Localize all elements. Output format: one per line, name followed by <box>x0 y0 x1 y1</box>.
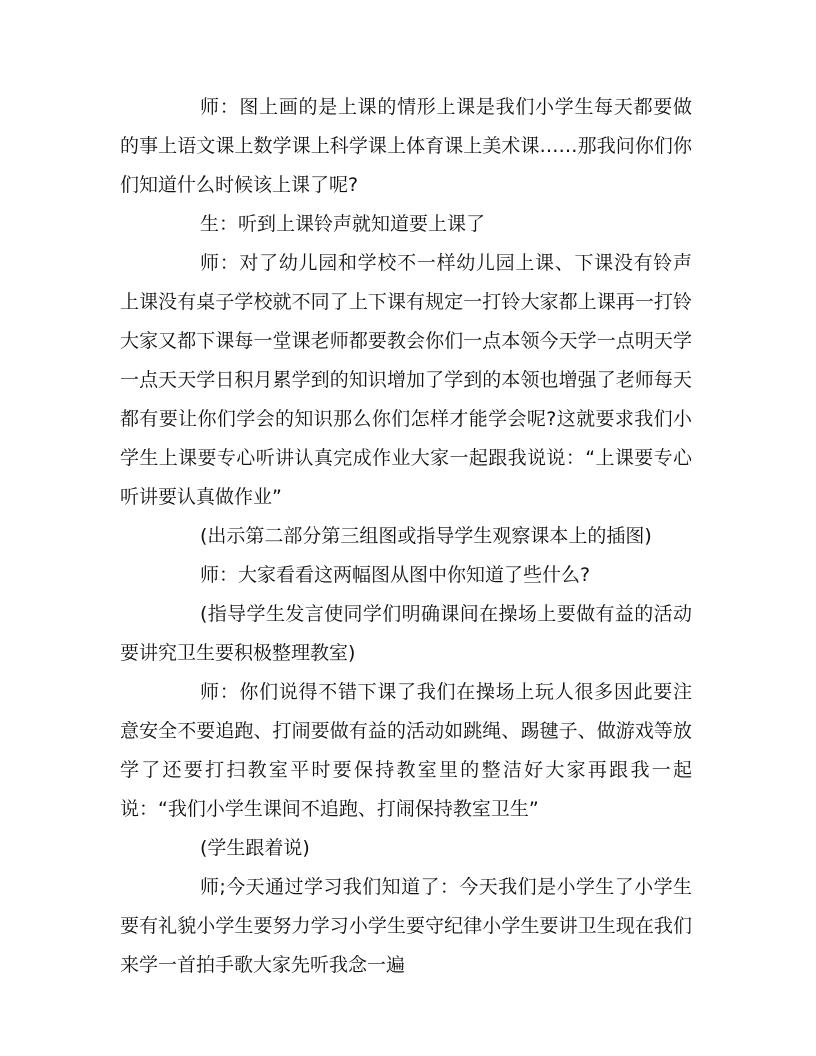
paragraph-students-repeat: (学生跟着说) <box>200 837 310 859</box>
paragraph-teacher-question: 师：大家看看这两幅图从图中你知道了些什么? <box>200 564 591 586</box>
paragraph-teacher-summary: 师;今天通过学习我们知道了：今天我们是小学生了小学生要有礼貌小学生要努力学习小学生要守纪律小学生要讲卫生现在我们来学一首拍手歌大家先听我念一遍 <box>120 876 692 976</box>
paragraph-student-answer: 生：听到上课铃声就知道要上课了 <box>200 213 486 235</box>
paragraph-teacher-explanation: 师：对了幼儿园和学校不一样幼儿园上课、下课没有铃声上课没有桌子学校就不同了上下课有规定一打铃大家都上课再一打铃大家又都下课每一堂课老师都要教会你们一点本领今天学一点明天学一点天天学日积月累学到的知识增加了学到的本领也增强了老师每天都有要让你们学会的知识那么你们怎样才能学会呢?这就要求我们小学生上课要专心听讲认真完成作业大家一起跟我说说：“上课要专心听讲要认真做作业” <box>120 252 692 508</box>
paragraph-guide-students: (指导学生发言使同学们明确课间在操场上要做有益的活动要讲究卫生要积极整理教室) <box>120 603 692 664</box>
paragraph-teacher-recess: 师：你们说得不错下课了我们在操场上玩人很多因此要注意安全不要追跑、打闹要做有益的活动如跳绳、踢毽子、做游戏等放学了还要打扫教室平时要保持教室里的整洁好大家再跟我一起说：“我们小学生课间不追跑、打闹保持教室卫生” <box>120 681 692 820</box>
paragraph-teacher-intro: 师：图上画的是上课的情形上课是我们小学生每天都要做的事上语文课上数学课上科学课上体育课上美术课……那我问你们你们知道什么时候该上课了呢? <box>120 96 692 196</box>
paragraph-show-pictures: (出示第二部分第三组图或指导学生观察课本上的插图) <box>200 525 652 547</box>
document-body <box>120 88 692 985</box>
